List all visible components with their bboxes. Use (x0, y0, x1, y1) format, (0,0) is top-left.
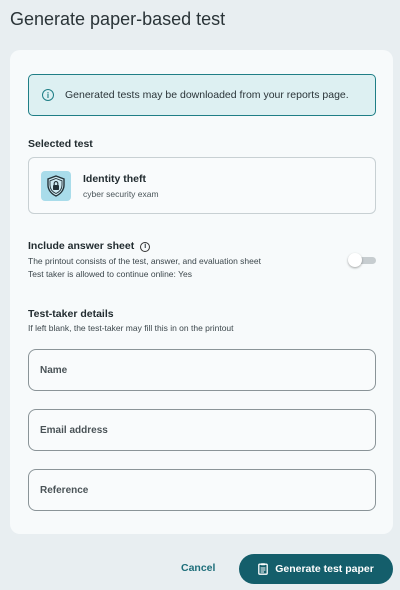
selected-test-subtitle: cyber security exam (83, 188, 159, 199)
toggle-knob (348, 253, 362, 267)
info-message: Generated tests may be downloaded from your reports page. (65, 89, 349, 101)
test-taker-hint: If left blank, the test-taker may fill this in on the printout (28, 323, 234, 333)
generate-button-label: Generate test paper (275, 563, 374, 575)
selected-test-info (83, 173, 159, 199)
answer-sheet-description-2: Test taker is allowed to continue online: Yes (28, 269, 192, 279)
answer-sheet-toggle[interactable] (348, 253, 376, 267)
name-field[interactable] (28, 349, 376, 391)
selected-test-label: Selected test (28, 138, 93, 150)
answer-sheet-description-1: The printout consists of the test, answer, and evaluation sheet (28, 256, 261, 266)
info-banner (28, 74, 376, 116)
cancel-button[interactable]: Cancel (181, 562, 216, 574)
help-icon[interactable]: i (140, 242, 150, 252)
answer-sheet-heading (28, 240, 150, 252)
dialog-title: Generate paper-based test (10, 9, 226, 29)
selected-test-card[interactable] (28, 157, 376, 214)
generate-test-paper-button[interactable] (239, 554, 393, 584)
form-card (10, 50, 393, 534)
test-taker-label: Test-taker details (28, 308, 114, 320)
selected-test-name: Identity theft (83, 172, 146, 185)
info-icon: i (42, 89, 54, 101)
email-field[interactable] (28, 409, 376, 451)
document-icon (258, 563, 268, 575)
answer-sheet-label: Include answer sheet (28, 240, 135, 252)
shield-lock-icon (41, 171, 71, 201)
reference-field[interactable] (28, 469, 376, 511)
